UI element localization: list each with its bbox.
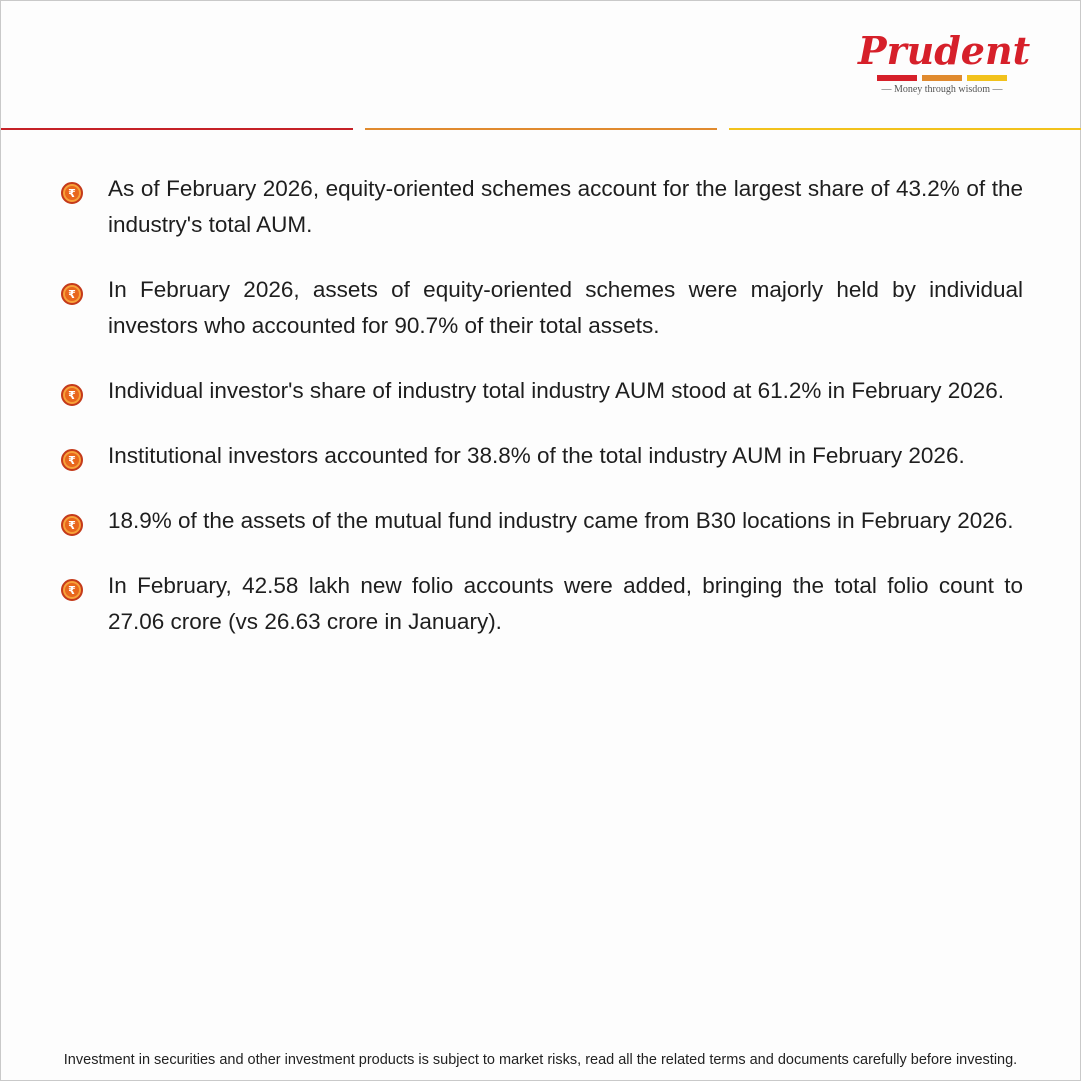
rupee-coin-icon: ₹	[61, 182, 83, 204]
divider-red	[1, 128, 353, 130]
rupee-coin-icon: ₹	[61, 449, 83, 471]
divider-orange	[365, 128, 717, 130]
rupee-coin-icon: ₹	[61, 579, 83, 601]
bullet-item	[61, 373, 1023, 409]
brand-name: Prudent	[858, 28, 1031, 73]
brand-tagline: — Money through wisdom —	[881, 84, 1003, 95]
brand-bar-yellow	[967, 75, 1007, 81]
rupee-coin-icon: ₹	[61, 283, 83, 305]
bullet-text: 18.9% of the assets of the mutual fund industry came from B30 locations in February 2026.	[108, 508, 1014, 533]
bullet-text: Individual investor's share of industry total industry AUM stood at 61.2% in February 2026.	[108, 378, 1005, 403]
bullet-text: In February, 42.58 lakh new folio accounts were added, bringing the total folio count to 27.06 crore (vs 26.63 crore in January).	[108, 573, 1023, 634]
rupee-coin-icon: ₹	[61, 514, 83, 536]
brand-bar-orange	[922, 75, 962, 81]
bullet-item	[61, 503, 1023, 539]
bullet-text: As of February 2026, equity-oriented schemes account for the largest share of 43.2% of the industry's total AUM.	[108, 176, 1023, 237]
bullet-item	[61, 171, 1023, 243]
bullet-item	[61, 568, 1023, 640]
brand-color-bars	[858, 75, 1026, 81]
bullet-list	[61, 171, 1023, 669]
bullet-item	[61, 438, 1023, 474]
rupee-coin-icon: ₹	[61, 384, 83, 406]
bullet-text: Institutional investors accounted for 38.8% of the total industry AUM in February 2026.	[108, 443, 965, 468]
brand-bar-red	[877, 75, 917, 81]
disclaimer-footer: Investment in securities and other investment products is subject to market risks, read all the related terms and documents carefully before investing.	[63, 1052, 1018, 1068]
brand-logo	[858, 28, 1031, 95]
bullet-item	[61, 272, 1023, 344]
bullet-text: In February 2026, assets of equity-oriented schemes were majorly held by individual investors who accounted for 90.7% of their total assets.	[108, 277, 1023, 338]
divider-yellow	[729, 128, 1081, 130]
